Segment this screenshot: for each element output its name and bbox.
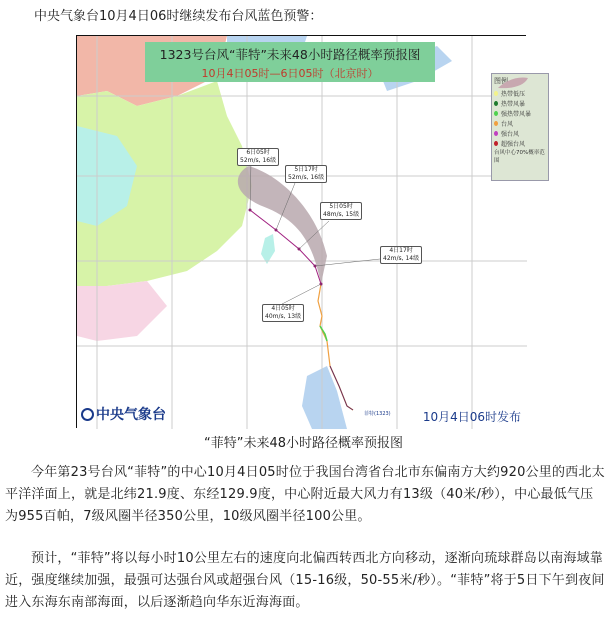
- forecast-info: 52m/s, 16级: [288, 174, 325, 181]
- legend-cone-label: 台风中心70%概率范围: [494, 150, 545, 164]
- legend-item: [494, 108, 546, 118]
- forecast-time: 6日05时: [246, 149, 270, 156]
- legend-label: 强台风: [501, 130, 520, 138]
- forecast-label: [285, 165, 327, 183]
- map-title-box: [145, 42, 435, 82]
- legend-heading: 图例: [494, 77, 508, 85]
- map-canvas: [77, 36, 527, 429]
- cma-logo-icon: [81, 408, 94, 421]
- map-legend: [491, 73, 549, 181]
- forecast-time: 5日05时: [329, 203, 353, 210]
- legend-dot-icon: [494, 121, 498, 126]
- forecast-info: 48m/s, 15级: [323, 211, 360, 218]
- legend-label: 台风: [501, 120, 514, 128]
- legend-item: [494, 118, 546, 128]
- map-subtitle: 10月4日05时—6日05时（北京时）: [201, 67, 379, 80]
- legend-label: 强热带风暴: [501, 110, 532, 118]
- intro-text: 中央气象台10月4日06时继续发布台风蓝色预警：: [34, 9, 323, 24]
- paragraph: 今年第23号台风“菲特”的中心10月4日05时位于我国台湾省台北市东偏南方大约920公里的西北太平洋洋面上，就是北纬21.9度、东经129.9度，中心附近最大风力有13级（40米/秒），中心最低气压为955百帕，7级风圈半径350公里，10级风圈半径100公里。: [5, 465, 605, 524]
- map-caption: “菲特”未来48小时路径概率预报图: [203, 436, 403, 451]
- storm-name-label: 菲特(1323): [364, 411, 391, 417]
- forecast-info: 52m/s, 16级: [240, 157, 277, 164]
- paragraph: 预计，“菲特”将以每小时10公里左右的速度向北偏西转西北方向移动，逐渐向琉球群岛以南海域靠近，强度继续加强，最强可达强台风或超强台风（15-16级，50-55米/秒）。“菲特”将于5日下午到夜间进入东海东南部海面，以后逐渐趋向华东近海海面。: [5, 551, 605, 610]
- forecast-label: [380, 246, 422, 264]
- forecast-label: [262, 304, 304, 322]
- forecast-time: 4日05时: [271, 305, 295, 312]
- cone-swatch-icon: [492, 74, 532, 90]
- legend-dot-icon: [494, 141, 498, 146]
- map-title: 1323号台风“菲特”未来48小时路径概率预报图: [159, 47, 421, 62]
- forecast-label: [320, 202, 362, 220]
- forecast-time: 5日17时: [294, 166, 318, 173]
- logo-text: 中央气象台: [96, 407, 166, 423]
- legend-dot-icon: [494, 91, 498, 96]
- legend-dot-icon: [494, 101, 498, 106]
- legend-dot-icon: [494, 131, 498, 136]
- legend-item: [494, 138, 546, 148]
- legend-label: 热带风暴: [501, 100, 526, 108]
- forecast-time: 4日17时: [389, 247, 413, 254]
- typhoon-forecast-map: [76, 35, 545, 428]
- legend-label: 超强台风: [501, 140, 526, 148]
- legend-item: [494, 128, 546, 138]
- cma-logo: [81, 404, 166, 424]
- legend-dot-icon: [494, 111, 498, 116]
- issued-time: 10月4日06时发布: [422, 410, 521, 424]
- forecast-info: 42m/s, 14级: [383, 255, 420, 262]
- forecast-label: [237, 148, 279, 166]
- legend-label: 热带低压: [501, 90, 526, 98]
- forecast-info: 40m/s, 13级: [265, 313, 302, 320]
- legend-item: [494, 98, 546, 108]
